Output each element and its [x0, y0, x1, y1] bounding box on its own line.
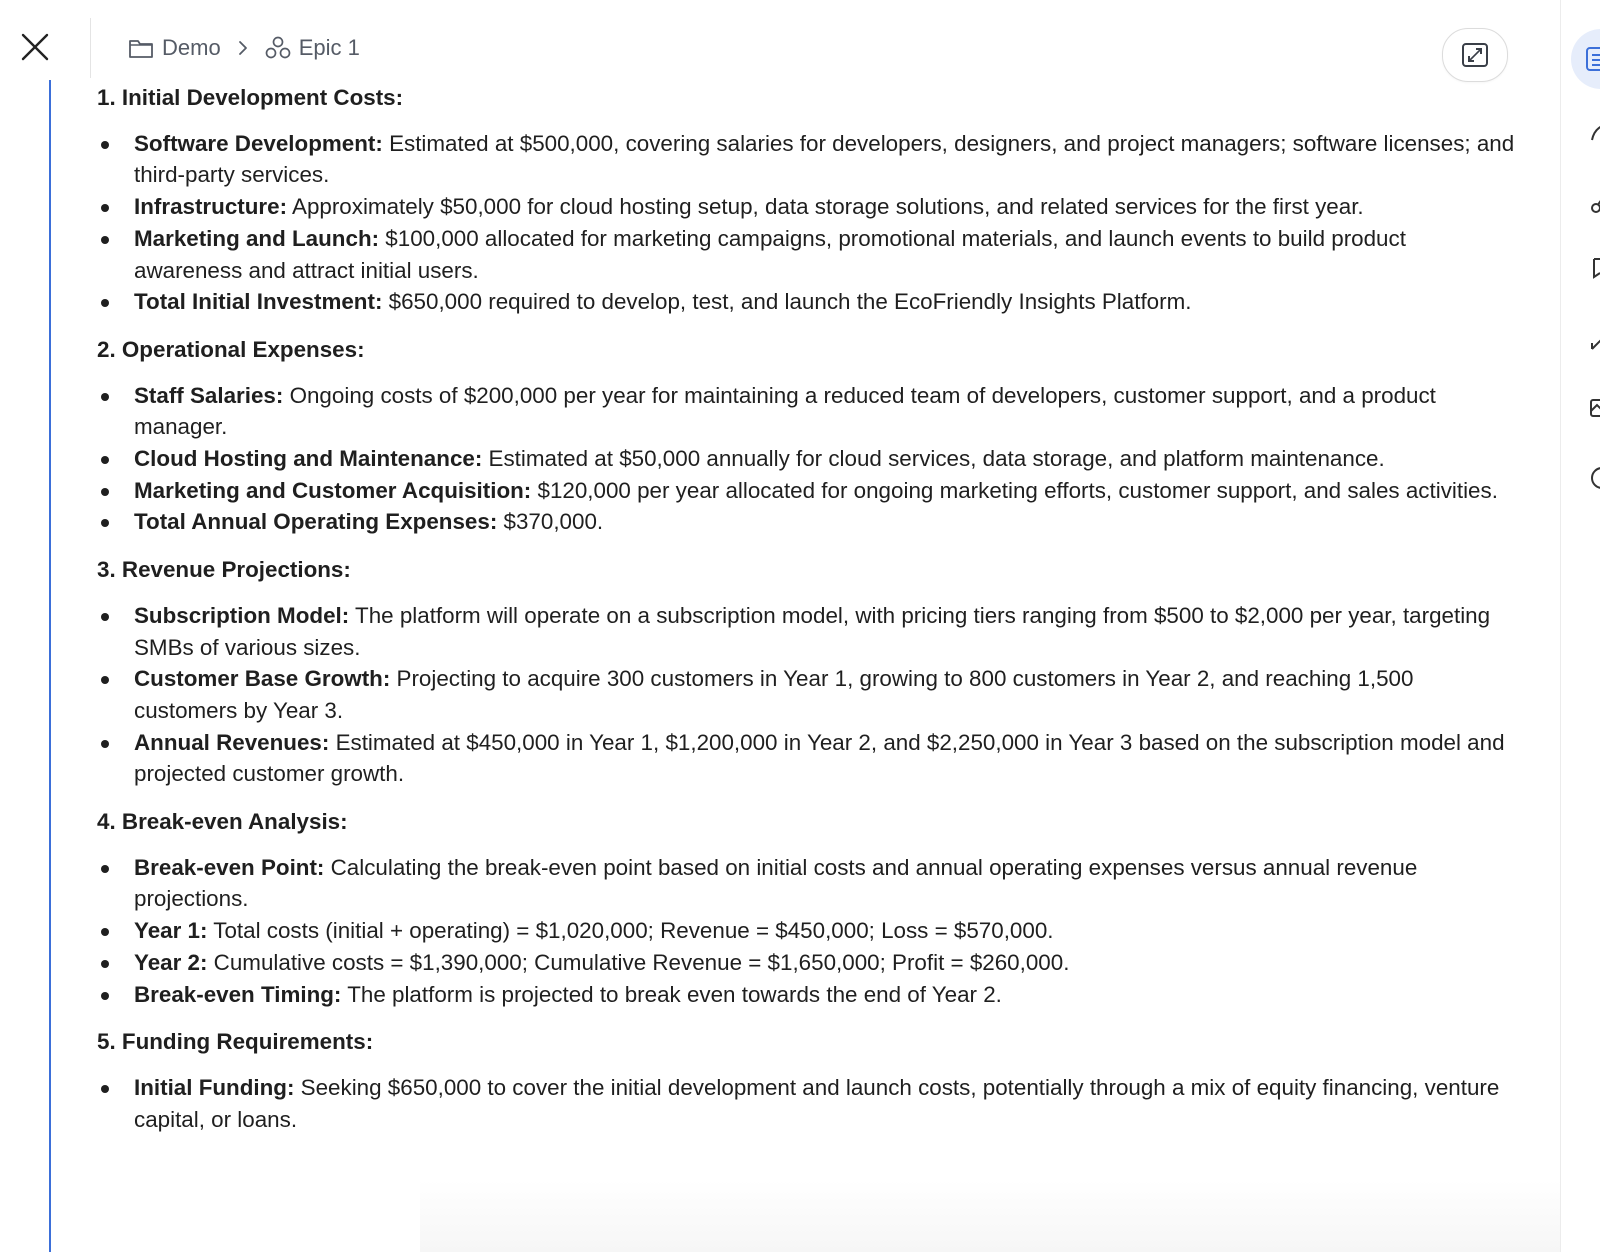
item-text: Estimated at $500,000, covering salaries for developers, designers, and project managers; software licenses; and third-party services.	[134, 130, 1515, 188]
document-content	[97, 80, 1517, 1149]
image-icon[interactable]	[1588, 395, 1600, 421]
list-item	[134, 223, 1517, 286]
item-text: Estimated at $450,000 in Year 1, $1,200,000 in Year 2, and $2,250,000 in Year 3 based on the subscription model and projected customer growth.	[134, 729, 1505, 787]
list-item	[134, 191, 1517, 223]
share-icon[interactable]	[1588, 190, 1600, 216]
item-label: Annual Revenues:	[134, 729, 330, 755]
list-item	[134, 286, 1517, 318]
item-label: Customer Base Growth:	[134, 666, 391, 692]
item-text: $100,000 allocated for marketing campaigns, promotional materials, and launch events to build product awareness and attract initial users.	[134, 225, 1406, 283]
item-text: The platform is projected to break even towards the end of Year 2.	[341, 981, 1002, 1007]
bookmark-icon[interactable]	[1588, 255, 1600, 281]
item-text: $370,000.	[497, 509, 604, 535]
list-item	[134, 852, 1517, 915]
section-heading: 1. Initial Development Costs:	[97, 85, 404, 110]
list-item	[134, 475, 1517, 507]
list-item	[134, 915, 1517, 947]
list-item	[134, 380, 1517, 443]
bullet-list	[97, 852, 1517, 1011]
item-label: Subscription Model:	[134, 602, 350, 628]
list-item	[134, 947, 1517, 979]
item-label: Infrastructure:	[134, 194, 288, 220]
breadcrumb	[128, 30, 360, 66]
item-label: Year 2:	[134, 949, 208, 975]
section-heading: 2. Operational Expenses:	[97, 336, 365, 362]
block-indicator-line	[49, 80, 51, 1252]
item-text: Approximately $50,000 for cloud hosting setup, data storage solutions, and related services for the first year.	[287, 194, 1364, 220]
item-text: Total costs (initial + operating) = $1,020,000; Revenue = $450,000; Loss = $570,000.	[207, 918, 1054, 944]
right-rail-divider	[1560, 0, 1561, 1252]
bullet-list	[97, 1072, 1517, 1135]
scroll-fade	[420, 1180, 1560, 1252]
section-revenue-projections	[97, 552, 1517, 790]
item-text: Projecting to acquire 300 customers in Year 1, growing to 800 customers in Year 2, and reaching 1,500 customers by Year 3.	[134, 666, 1414, 723]
section-break-even-analysis	[97, 804, 1517, 1010]
item-label: Total Initial Investment:	[134, 289, 383, 315]
list-item	[134, 979, 1517, 1011]
item-label: Break-even Timing:	[134, 981, 342, 1007]
list-item	[134, 443, 1517, 475]
item-text: Cumulative costs = $1,390,000; Cumulative Revenue = $1,650,000; Profit = $260,000.	[207, 949, 1070, 975]
close-icon	[20, 32, 50, 62]
bullet-list	[97, 380, 1517, 539]
section-heading: 3. Revenue Projections:	[97, 557, 351, 583]
list-item	[134, 600, 1517, 663]
section-heading: 5. Funding Requirements:	[97, 1029, 374, 1055]
header-divider	[90, 18, 91, 78]
edit-icon[interactable]	[1588, 120, 1600, 146]
chevron-right-icon	[235, 39, 251, 57]
item-text: $120,000 per year allocated for ongoing marketing efforts, customer support, and sales activities.	[531, 477, 1498, 503]
item-label: Marketing and Customer Acquisition:	[134, 477, 532, 503]
item-label: Total Annual Operating Expenses:	[134, 509, 498, 535]
expand-icon	[1461, 42, 1489, 68]
section-initial-development-costs	[97, 80, 1517, 318]
item-text: The platform will operate on a subscription model, with pricing tiers ranging from $500 to $2,000 per year, targeting SMBs of various sizes.	[134, 602, 1491, 660]
folder-icon	[128, 37, 154, 59]
rail-document-button[interactable]	[1571, 29, 1600, 89]
item-text: Calculating the break-even point based on initial costs and annual operating expenses versus annual revenue projections.	[134, 854, 1418, 912]
breadcrumb-label: Demo	[162, 35, 221, 60]
breadcrumb-item-epic-1[interactable]	[265, 35, 360, 61]
item-label: Year 1:	[134, 918, 208, 944]
close-button[interactable]	[14, 26, 56, 68]
expand-button[interactable]	[1442, 28, 1508, 82]
list-item	[134, 663, 1517, 726]
item-label: Initial Funding:	[134, 1074, 295, 1100]
item-label: Staff Salaries:	[134, 382, 284, 408]
item-text: Seeking $650,000 to cover the initial development and launch costs, potentially through a mix of equity financing, venture capital, or loans.	[134, 1074, 1500, 1132]
document-list-icon	[1585, 46, 1600, 72]
list-item	[134, 506, 1517, 538]
epic-icon	[265, 36, 291, 60]
item-text: Estimated at $50,000 annually for cloud services, data storage, and platform maintenance.	[482, 446, 1385, 472]
breadcrumb-item-demo[interactable]	[128, 35, 221, 61]
item-label: Cloud Hosting and Maintenance:	[134, 446, 483, 472]
arrow-up-right-icon[interactable]	[1588, 325, 1600, 351]
item-text: Ongoing costs of $200,000 per year for maintaining a reduced team of developers, customer support, and a product manager.	[134, 382, 1436, 440]
bullet-list	[97, 600, 1517, 790]
item-text: $650,000 required to develop, test, and launch the EcoFriendly Insights Platform.	[382, 289, 1192, 315]
section-funding-requirements	[97, 1024, 1517, 1135]
section-operational-expenses	[97, 332, 1517, 538]
list-item	[134, 128, 1517, 191]
item-label: Software Development:	[134, 130, 383, 156]
breadcrumb-label: Epic 1	[298, 35, 360, 60]
bullet-list	[97, 128, 1517, 318]
list-item	[134, 727, 1517, 790]
list-item	[134, 1072, 1517, 1135]
info-icon[interactable]	[1588, 465, 1600, 491]
item-label: Marketing and Launch:	[134, 225, 380, 251]
item-label: Break-even Point:	[134, 854, 325, 880]
section-heading: 4. Break-even Analysis:	[97, 809, 348, 835]
